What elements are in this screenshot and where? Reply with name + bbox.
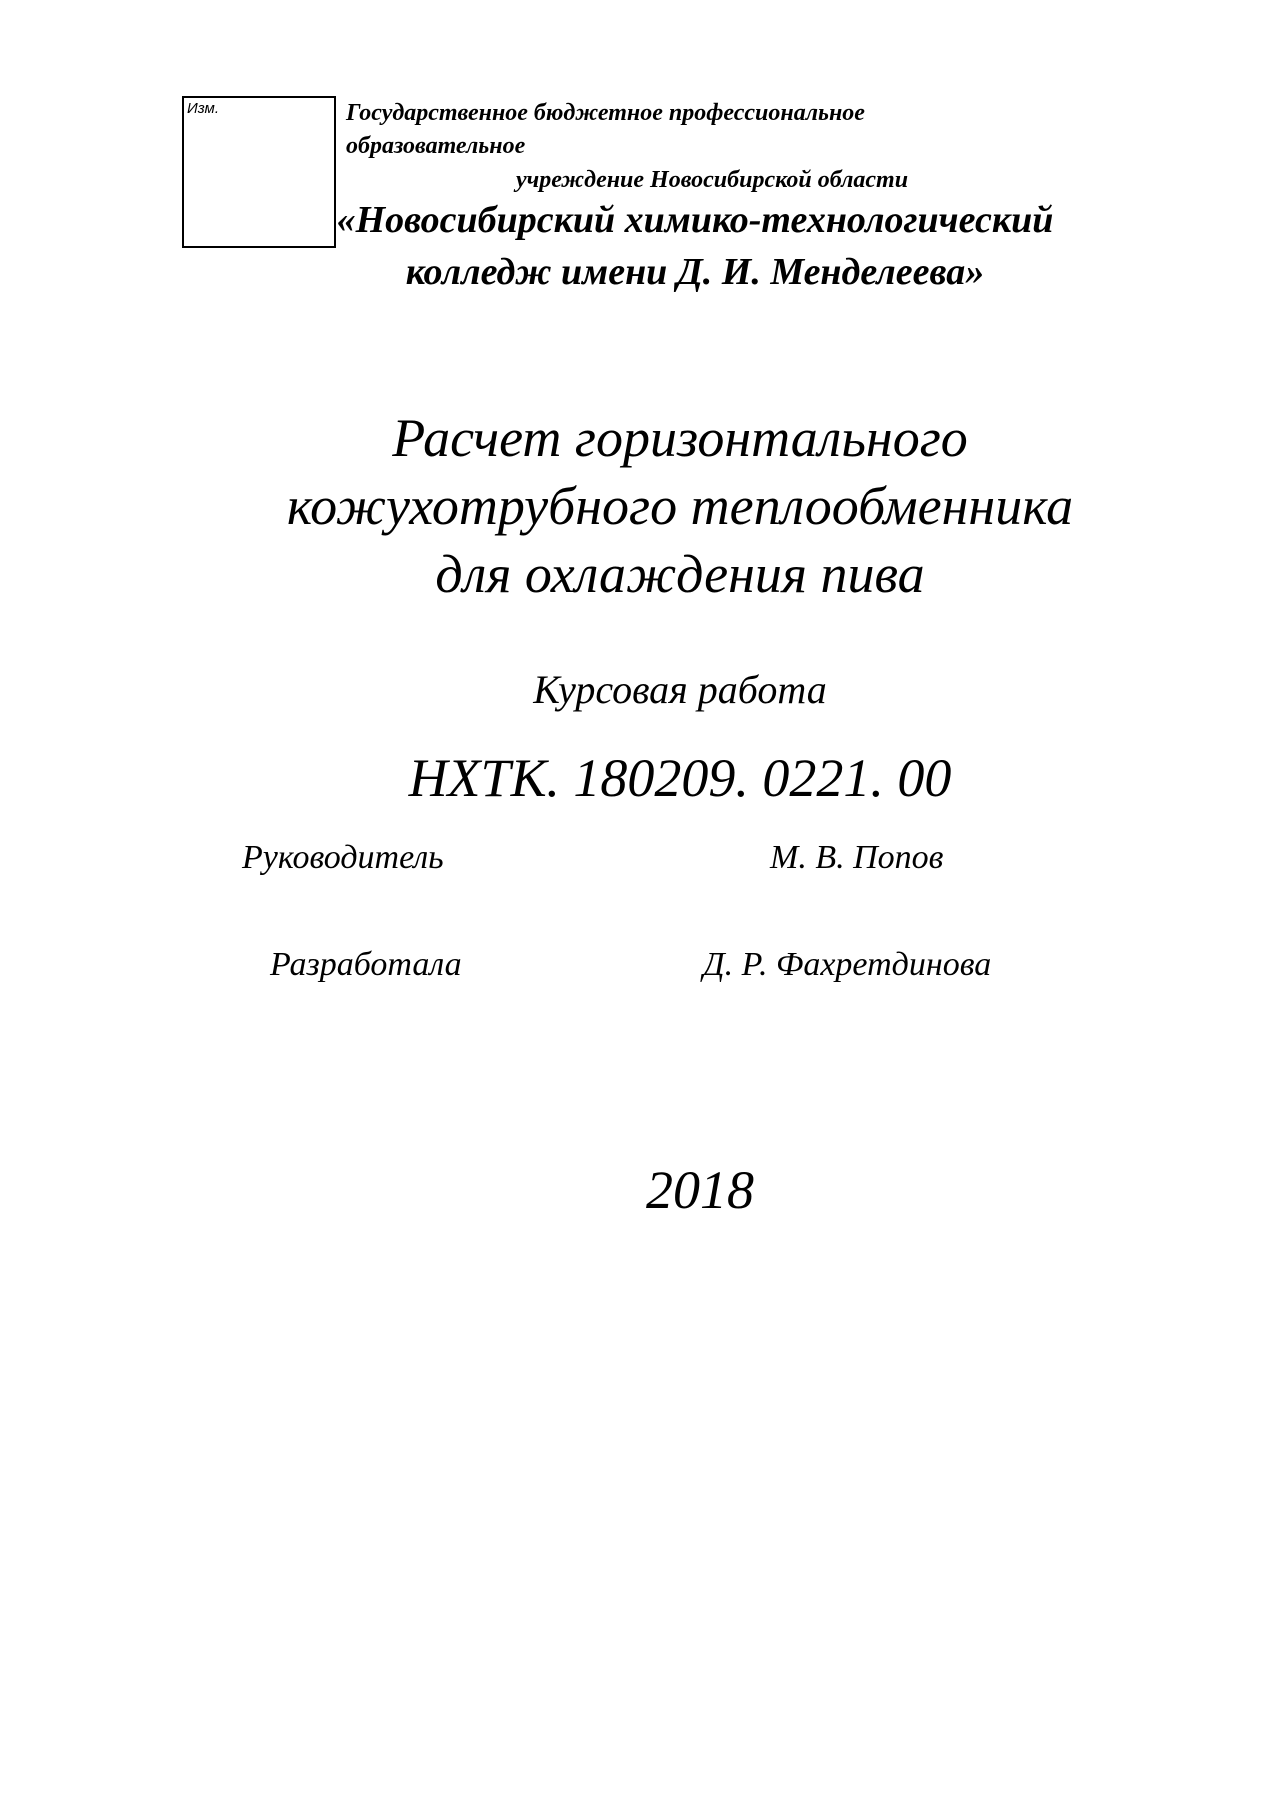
title-line-3: для охлаждения пива xyxy=(435,544,925,604)
college-name-line-1: «Новосибирский химико-технологический xyxy=(336,199,1054,241)
org-line-1: Государственное бюджетное профессиональное xyxy=(346,100,865,126)
document-code: НХТК. 180209. 0221. 00 xyxy=(408,748,952,808)
author-role: Разработала xyxy=(270,946,462,983)
org-line-2: образовательное xyxy=(346,133,526,159)
year: 2018 xyxy=(646,1160,754,1220)
author-name: Д. Р. Фахретдинова xyxy=(703,946,992,983)
title-line-1: Расчет горизонтального xyxy=(392,408,968,468)
title-line-2: кожухотрубного теплообменника xyxy=(286,476,1074,536)
college-name-line-2: колледж имени Д. И. Менделеева» xyxy=(405,251,985,293)
work-type: Курсовая работа xyxy=(533,667,827,712)
supervisor-name: М. В. Попов xyxy=(770,839,944,876)
org-line-3: учреждение Новосибирской области xyxy=(516,167,909,193)
supervisor-role: Руководитель xyxy=(242,839,444,876)
stamp-label: Изм. xyxy=(187,100,219,117)
